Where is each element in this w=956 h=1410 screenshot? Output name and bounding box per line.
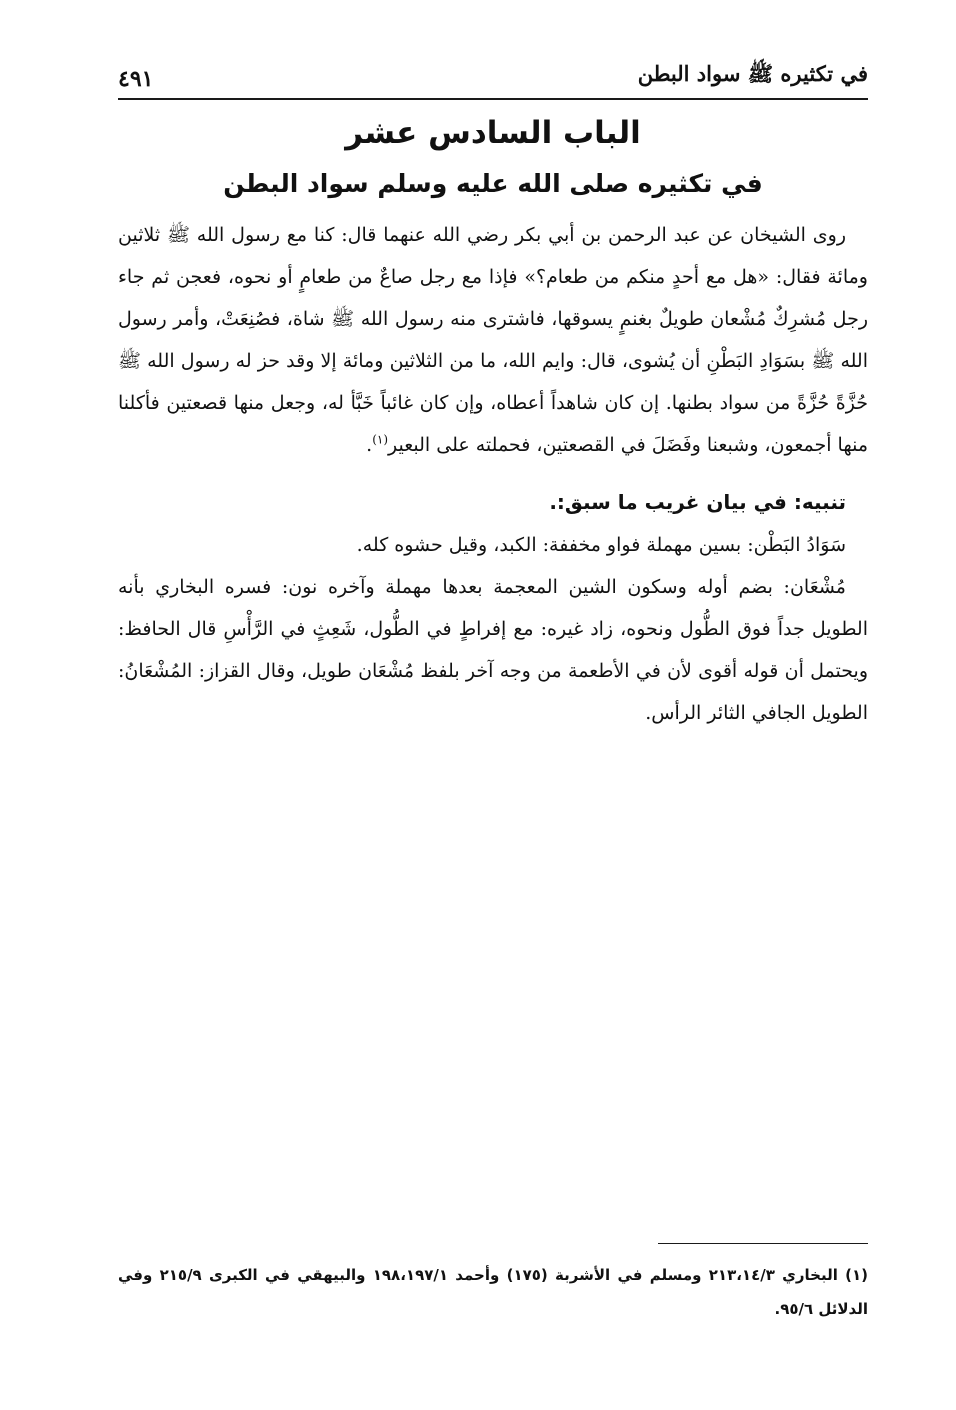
gloss-sawad-al-batn: سَوَادُ البَطْن: بسين مهملة فواو مخففة: الكبد، وقيل حشوه كله.: [356, 534, 846, 556]
gloss-mushaan: مُشْعَان: بضم أوله وسكون الشين المعجمة بعدها مهملة وآخره نون: فسره البخاري بأنه الطويل جداً فوق الطُّول ونحوه، زاد غيره: مع إفراطٍ في الطُّول، شَعِثٍ في الرَّأْسِ قال الحافظ: ويحتمل أن قوله أقوى لأن في الأطعمة من وجه آخر بلفظ مُشْعَان طويل، وقال القزاز: المُشْعَانُ: الطويل الجافي الثائر الرأس.: [118, 576, 868, 724]
hadith-text: روى الشيخان عن عبد الرحمن بن أبي بكر رضي الله عنهما قال: كنا مع رسول الله ﷺ ثلاثين ومائة فقال: «هل مع أحدٍ منكم من طعام؟» فإذا مع رجل صاعٌ من طعامٍ أو نحوه، فعجن ثم جاء رجل مُشرِكٌ مُشْعان طويلٌ بغنمٍ يسوقها، فاشترى منه رسول الله ﷺ شاة، فصُنِعَتْ، وأمر رسول الله ﷺ بسَوَادِ البَطْنِ أن يُشوى، قال: وايم الله، ما من الثلاثين ومائة إلا وقد حز له رسول الله ﷺ حُزَّةً حُزَّةً من سواد بطنها. إن كان شاهداً أعطاه، وإن كان غائباً خَبَّأ له، وجعل منها قصعتين فأكلنا منها أجمعون، وشبعنا وفَضَلَ في القصعتين، فحملته على البعير: [118, 224, 868, 456]
running-title: في تكثيره ﷺ سواد البطن: [637, 61, 868, 86]
chapter-subtitle: في تكثيره صلى الله عليه وسلم سواد البطن: [223, 169, 763, 198]
footnote-divider: [658, 1243, 868, 1244]
running-header: [118, 52, 868, 100]
footnote: (١) البخاري ٢١٣،١٤/٣ ومسلم في الأشربة (١٧٥) وأحمد ١٩٨،١٩٧/١ والبيهقي في الكبرى ٢١٥/٩ وفي الدلائل ٩٥/٦.: [118, 1266, 869, 1318]
page-number: ٤٩١: [118, 66, 154, 92]
hadith-paragraph: [118, 214, 868, 466]
footnote-reference[interactable]: (١): [372, 432, 389, 447]
hadith-end-punctuation: .: [366, 434, 373, 456]
body-text: [118, 214, 868, 734]
chapter-title: الباب السادس عشر: [345, 115, 641, 151]
notice-heading: تنبيه: في بيان غريب ما سبق:.: [549, 490, 846, 514]
